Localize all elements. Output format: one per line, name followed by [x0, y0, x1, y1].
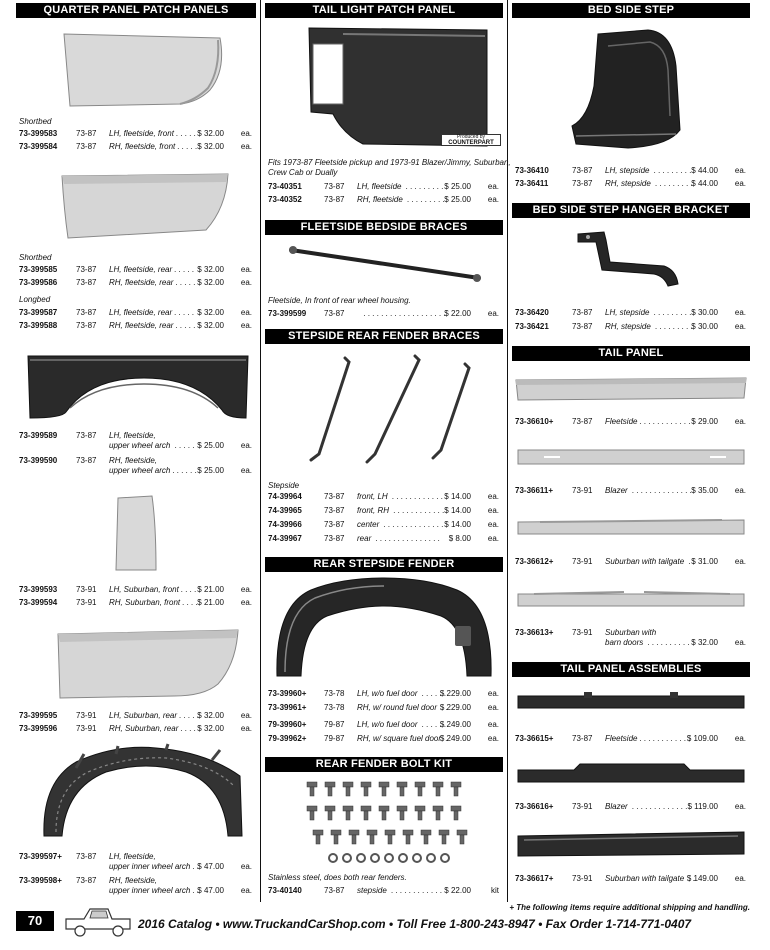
section-header-bed-side-step: BED SIDE STEP — [512, 3, 750, 18]
section-header-stepside-braces: STEPSIDE REAR FENDER BRACES — [265, 329, 503, 344]
product-row: 73-36615+ 73-87 Fleetside . . . . . . . . . . . . $ 109.00 ea. — [515, 734, 746, 743]
stepside-fender-image — [271, 576, 497, 682]
product-row: 74-39966 73-87 center . . . . . . . . . . . . . . $ 14.00 ea. — [268, 520, 499, 529]
product-note: Shortbed — [19, 253, 52, 262]
column-middle — [265, 0, 511, 900]
section-header-tail-panel-assemblies: TAIL PANEL ASSEMBLIES — [512, 662, 750, 677]
product-row: 73-399596 73-91 RH, Suburban, rear . . . . $ 32.00 ea. — [19, 724, 252, 733]
quarter-panel-front-image — [60, 30, 230, 110]
product-row: 73-399588 73-87 RH, fleetside, rear . . . . . $ 32.00 ea. — [19, 321, 252, 330]
product-row: 73-399599 73-87 . . . . . . . . . . . . . . . . . . . $ 22.00 ea. — [268, 309, 499, 318]
product-row: 73-36610+ 73-87 Fleetside . . . . . . . . . . . . $ 29.00 ea. — [515, 417, 746, 426]
product-row: 73-36421 73-87 RH, stepside . . . . . . . . . $ 30.00 ea. — [515, 322, 746, 331]
column-left — [16, 0, 256, 900]
suburban-rear-panel-image — [54, 626, 244, 702]
product-row: 73-36617+ 73-91 Suburban with tailgate . . $ 149.00 ea. — [515, 874, 746, 883]
tail-panel-suburban-tailgate-image — [514, 516, 748, 538]
section-header-rear-stepside-fender: REAR STEPSIDE FENDER — [265, 557, 503, 572]
product-row: 73-36411 73-87 RH, stepside . . . . . . . . . $ 44.00 ea. — [515, 179, 746, 188]
column-divider — [260, 0, 261, 902]
section-header-rear-fender-bolt: REAR FENDER BOLT KIT — [265, 757, 503, 772]
section-header-tail-panel: TAIL PANEL — [512, 346, 750, 361]
truck-icon — [64, 905, 134, 939]
page-number: 70 — [16, 911, 54, 931]
section-header-fleetside-braces: FLEETSIDE BEDSIDE BRACES — [265, 220, 503, 235]
product-note: Shortbed — [19, 117, 52, 126]
product-row: 73-36616+ 73-91 Blazer . . . . . . . . . . . . . . $ 119.00 ea. — [515, 802, 746, 811]
bolt-kit-image — [303, 778, 473, 866]
product-row: 73-40140 73-87 stepside . . . . . . . . . . . . $ 22.00 kit — [268, 886, 499, 895]
product-row: 73-399598+ 73-87 RH, fleetside, upper inner wheel arch . . $ 47.00 ea. — [19, 876, 252, 895]
product-note: Fleetside, In front of rear wheel housing. — [268, 296, 411, 305]
product-note: Stepside — [268, 481, 300, 490]
product-row: 73-36613+ 73-91 Suburban with barn doors . . . . . . . . . . $ 32.00 ea. — [515, 628, 746, 647]
product-row: 74-39967 73-87 rear . . . . . . . . . . . . . . . $ 8.00 ea. — [268, 534, 499, 543]
tail-light-panel-image — [303, 24, 493, 152]
product-row: 73-36611+ 73-91 Blazer . . . . . . . . . . . . . . $ 35.00 ea. — [515, 486, 746, 495]
bedside-brace-image — [285, 240, 485, 284]
tail-panel-blazer-image — [514, 446, 748, 468]
product-row: 73-399595 73-91 LH, Suburban, rear . . . . . $ 32.00 ea. — [19, 711, 252, 720]
product-row: 74-39965 73-87 front, RH . . . . . . . . . . . . $ 14.00 ea. — [268, 506, 499, 515]
product-row: 73-399586 73-87 RH, fleetside, rear . . . . . $ 32.00 ea. — [19, 278, 252, 287]
hanger-bracket-image — [574, 226, 686, 290]
fender-braces-image — [305, 350, 475, 470]
column-right — [512, 0, 750, 900]
product-row: 79-39960+ 79-87 LH, w/o fuel door . . . . . . $ 249.00 ea. — [268, 720, 499, 729]
quarter-panel-rear-image — [56, 170, 236, 242]
product-row: 73-36420 73-87 LH, stepside . . . . . . . . . $ 30.00 ea. — [515, 308, 746, 317]
product-row: 73-40352 73-87 RH, fleetside . . . . . . . . . $ 25.00 ea. — [268, 195, 499, 204]
product-row: 73-399584 73-87 RH, fleetside, front . . . . . $ 32.00 ea. — [19, 142, 252, 151]
product-row: 73-399587 73-87 LH, fleetside, rear . . . . . $ 32.00 ea. — [19, 308, 252, 317]
counterpart-logo: Produced by COUNTERPART — [441, 134, 501, 146]
product-row: 79-39962+ 79-87 RH, w/ square fuel door . $ 249.00 ea. — [268, 734, 499, 743]
product-note: Stainless steel, does both rear fenders. — [268, 873, 407, 882]
bed-side-step-image — [568, 26, 688, 156]
product-row: 73-36410 73-87 LH, stepside . . . . . . . . . $ 44.00 ea. — [515, 166, 746, 175]
tail-assembly-blazer-image — [514, 760, 748, 790]
product-row: 73-399583 73-87 LH, fleetside, front . . . . . $ 32.00 ea. — [19, 129, 252, 138]
section-header-tail-light: TAIL LIGHT PATCH PANEL — [265, 3, 503, 18]
product-row: 73-39961+ 73-78 RH, w/ round fuel door . . $ 229.00 ea. — [268, 703, 499, 712]
product-row: 73-399597+ 73-87 LH, fleetside, upper inner wheel arch . . $ 47.00 ea. — [19, 852, 252, 871]
section-header-step-hanger: BED SIDE STEP HANGER BRACKET — [512, 203, 750, 218]
shipping-footnote: + The following items require additional shipping and handling. — [509, 903, 750, 912]
product-row: 73-399589 73-87 LH, fleetside, upper wheel arch . . . . . $ 25.00 ea. — [19, 431, 252, 450]
product-row: 73-399590 73-87 RH, fleetside, upper wheel arch . . . . . . $ 25.00 ea. — [19, 456, 252, 475]
product-row: 74-39964 73-87 front, LH . . . . . . . . . . . . $ 14.00 ea. — [268, 492, 499, 501]
column-divider — [507, 0, 508, 902]
product-row: 73-36612+ 73-91 Suburban with tailgate . . $ 31.00 ea. — [515, 557, 746, 566]
tail-assembly-suburban-image — [514, 826, 748, 862]
section-header-quarter-panel: QUARTER PANEL PATCH PANELS — [16, 3, 256, 18]
product-row: 73-399593 73-91 LH, Suburban, front . . . . $ 21.00 ea. — [19, 585, 252, 594]
wheel-arch-panel-image — [26, 352, 252, 424]
tail-panel-suburban-barn-image — [514, 588, 748, 610]
inner-wheel-arch-image — [36, 742, 248, 842]
footer-contact-line: 2016 Catalog • www.TruckandCarShop.com • Toll Free 1-800-243-8947 • Fax Order 1-714-771-0407 — [138, 917, 692, 931]
product-row: 73-399585 73-87 LH, fleetside, rear . . . . . $ 32.00 ea. — [19, 265, 252, 274]
product-row: 73-40351 73-87 LH, fleetside . . . . . . . . . $ 25.00 ea. — [268, 182, 499, 191]
product-row: 73-39960+ 73-78 LH, w/o fuel door . . . . . . $ 229.00 ea. — [268, 689, 499, 698]
tail-panel-fleetside-image — [514, 374, 748, 404]
page-footer — [16, 903, 750, 950]
product-note: Longbed — [19, 295, 51, 304]
product-row: 73-399594 73-91 RH, Suburban, front . . . . $ 21.00 ea. — [19, 598, 252, 607]
suburban-front-panel-image — [112, 494, 162, 574]
product-note: Fits 1973-87 Fleetside pickup and 1973-91 Blazer/Jimmy, Suburban, Crew Cab or Dually — [268, 158, 511, 177]
tail-assembly-fleetside-image — [514, 688, 748, 716]
